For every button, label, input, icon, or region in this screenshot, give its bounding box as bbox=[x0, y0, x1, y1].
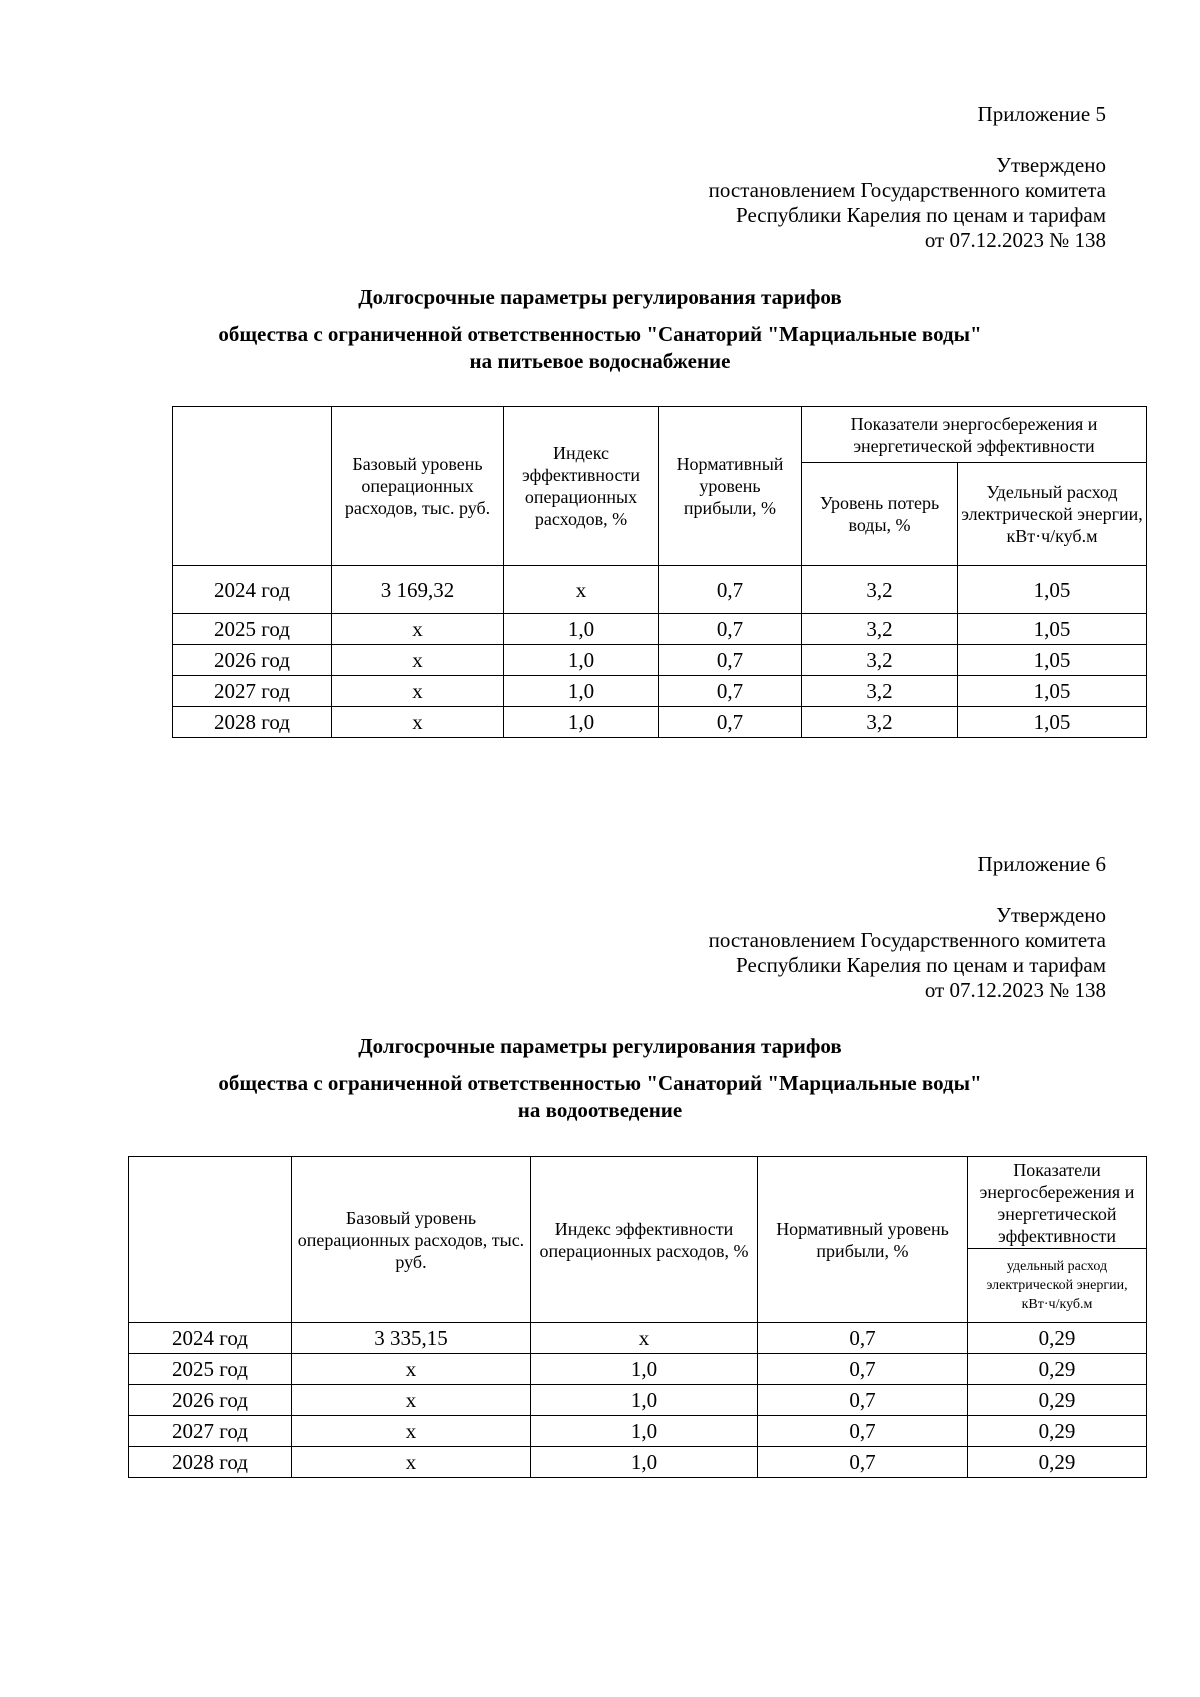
cell-electric: 1,05 bbox=[958, 707, 1147, 738]
title-line: общества с ограниченной ответственностью "Санаторий "Марциальные воды" bbox=[218, 1071, 982, 1095]
cell-profit: 0,7 bbox=[659, 645, 802, 676]
cell-profit: 0,7 bbox=[659, 676, 802, 707]
cell-index: 1,0 bbox=[531, 1354, 758, 1385]
cell-profit: 0,7 bbox=[758, 1354, 968, 1385]
approval-line: Республики Карелия по ценам и тарифам bbox=[736, 203, 1106, 227]
cell-index: 1,0 bbox=[504, 645, 659, 676]
cell-profit: 0,7 bbox=[659, 614, 802, 645]
cell-electric: 0,29 bbox=[968, 1354, 1147, 1385]
title-line: Долгосрочные параметры регулирования тарифов bbox=[358, 1034, 842, 1058]
cell-base: х bbox=[332, 614, 504, 645]
cell-loss: 3,2 bbox=[802, 676, 958, 707]
cell-base: 3 335,15 bbox=[292, 1323, 531, 1354]
cell-electric: 0,29 bbox=[968, 1416, 1147, 1447]
header-profit-level: Нормативный уровень прибыли, % bbox=[758, 1157, 968, 1323]
tariff-parameters-table bbox=[172, 406, 1147, 738]
header-base-opex: Базовый уровень операционных расходов, тыс. руб. bbox=[332, 407, 504, 566]
cell-year: 2028 год bbox=[129, 1447, 292, 1478]
title-line: на водоотведение bbox=[517, 1098, 683, 1122]
title-line: общества с ограниченной ответственностью "Санаторий "Марциальные воды" bbox=[218, 322, 982, 346]
cell-loss: 3,2 bbox=[802, 707, 958, 738]
cell-electric: 0,29 bbox=[968, 1385, 1147, 1416]
cell-profit: 0,7 bbox=[758, 1447, 968, 1478]
cell-year: 2026 год bbox=[129, 1385, 292, 1416]
approval-line: постановлением Государственного комитета bbox=[708, 928, 1106, 952]
approval-line: Республики Карелия по ценам и тарифам bbox=[736, 953, 1106, 977]
cell-year: 2027 год bbox=[173, 676, 332, 707]
cell-base: х bbox=[332, 707, 504, 738]
cell-base: х bbox=[332, 645, 504, 676]
approval-line: постановлением Государственного комитета bbox=[708, 178, 1106, 202]
annex-label: Приложение 6 bbox=[977, 852, 1106, 876]
header-energy-group: Показатели энергосбережения и энергетической эффективности bbox=[968, 1157, 1147, 1249]
cell-base: х bbox=[292, 1385, 531, 1416]
table-row bbox=[173, 707, 1147, 738]
document-title bbox=[0, 1033, 1200, 1124]
tariff-parameters-table bbox=[128, 1156, 1147, 1478]
cell-base: 3 169,32 bbox=[332, 566, 504, 614]
cell-index: 1,0 bbox=[531, 1385, 758, 1416]
cell-year: 2026 год bbox=[173, 645, 332, 676]
cell-base: х bbox=[292, 1416, 531, 1447]
header-year bbox=[129, 1157, 292, 1323]
cell-index: х bbox=[531, 1323, 758, 1354]
cell-base: х bbox=[292, 1447, 531, 1478]
approval-block bbox=[709, 903, 1106, 1003]
annex-label: Приложение 5 bbox=[977, 102, 1106, 126]
cell-year: 2025 год bbox=[173, 614, 332, 645]
table-row bbox=[173, 566, 1147, 614]
cell-year: 2025 год bbox=[129, 1354, 292, 1385]
cell-year: 2024 год bbox=[129, 1323, 292, 1354]
approval-line: от 07.12.2023 № 138 bbox=[924, 228, 1106, 252]
header-year bbox=[173, 407, 332, 566]
header-electric-consumption: Удельный расход электрической энергии, кВт·ч/куб.м bbox=[958, 463, 1147, 566]
cell-base: х bbox=[292, 1354, 531, 1385]
header-profit-level: Нормативный уровень прибыли, % bbox=[659, 407, 802, 566]
approval-block bbox=[709, 153, 1106, 253]
cell-index: 1,0 bbox=[504, 707, 659, 738]
cell-year: 2028 год bbox=[173, 707, 332, 738]
cell-profit: 0,7 bbox=[758, 1416, 968, 1447]
cell-loss: 3,2 bbox=[802, 566, 958, 614]
table-row bbox=[129, 1385, 1147, 1416]
cell-electric: 1,05 bbox=[958, 645, 1147, 676]
cell-profit: 0,7 bbox=[659, 566, 802, 614]
header-energy-group: Показатели энергосбережения и энергетической эффективности bbox=[802, 407, 1147, 463]
cell-profit: 0,7 bbox=[758, 1323, 968, 1354]
document-title bbox=[0, 284, 1200, 375]
header-base-opex: Базовый уровень операционных расходов, тыс. руб. bbox=[292, 1157, 531, 1323]
approval-line: Утверждено bbox=[996, 153, 1106, 177]
header-water-loss: Уровень потерь воды, % bbox=[802, 463, 958, 566]
approval-line: Утверждено bbox=[996, 903, 1106, 927]
cell-base: х bbox=[332, 676, 504, 707]
table-row bbox=[129, 1354, 1147, 1385]
cell-year: 2027 год bbox=[129, 1416, 292, 1447]
table-row bbox=[173, 676, 1147, 707]
table-row bbox=[129, 1447, 1147, 1478]
header-efficiency-index: Индекс эффективности операционных расходов, % bbox=[504, 407, 659, 566]
title-line: Долгосрочные параметры регулирования тарифов bbox=[358, 285, 842, 309]
cell-index: 1,0 bbox=[531, 1416, 758, 1447]
cell-electric: 1,05 bbox=[958, 676, 1147, 707]
header-efficiency-index: Индекс эффективности операционных расходов, % bbox=[531, 1157, 758, 1323]
cell-profit: 0,7 bbox=[659, 707, 802, 738]
cell-electric: 0,29 bbox=[968, 1447, 1147, 1478]
cell-electric: 1,05 bbox=[958, 614, 1147, 645]
table-row bbox=[129, 1416, 1147, 1447]
table-row bbox=[129, 1323, 1147, 1354]
cell-profit: 0,7 bbox=[758, 1385, 968, 1416]
cell-index: 1,0 bbox=[531, 1447, 758, 1478]
cell-loss: 3,2 bbox=[802, 614, 958, 645]
table-row bbox=[173, 645, 1147, 676]
cell-index: 1,0 bbox=[504, 614, 659, 645]
title-line: на питьевое водоснабжение bbox=[469, 349, 731, 373]
approval-line: от 07.12.2023 № 138 bbox=[924, 978, 1106, 1002]
cell-index: х bbox=[504, 566, 659, 614]
cell-electric: 0,29 bbox=[968, 1323, 1147, 1354]
cell-electric: 1,05 bbox=[958, 566, 1147, 614]
cell-index: 1,0 bbox=[504, 676, 659, 707]
cell-loss: 3,2 bbox=[802, 645, 958, 676]
table-row bbox=[173, 614, 1147, 645]
header-electric-consumption: удельный расход электрической энергии, кВт·ч/куб.м bbox=[968, 1249, 1147, 1323]
cell-year: 2024 год bbox=[173, 566, 332, 614]
